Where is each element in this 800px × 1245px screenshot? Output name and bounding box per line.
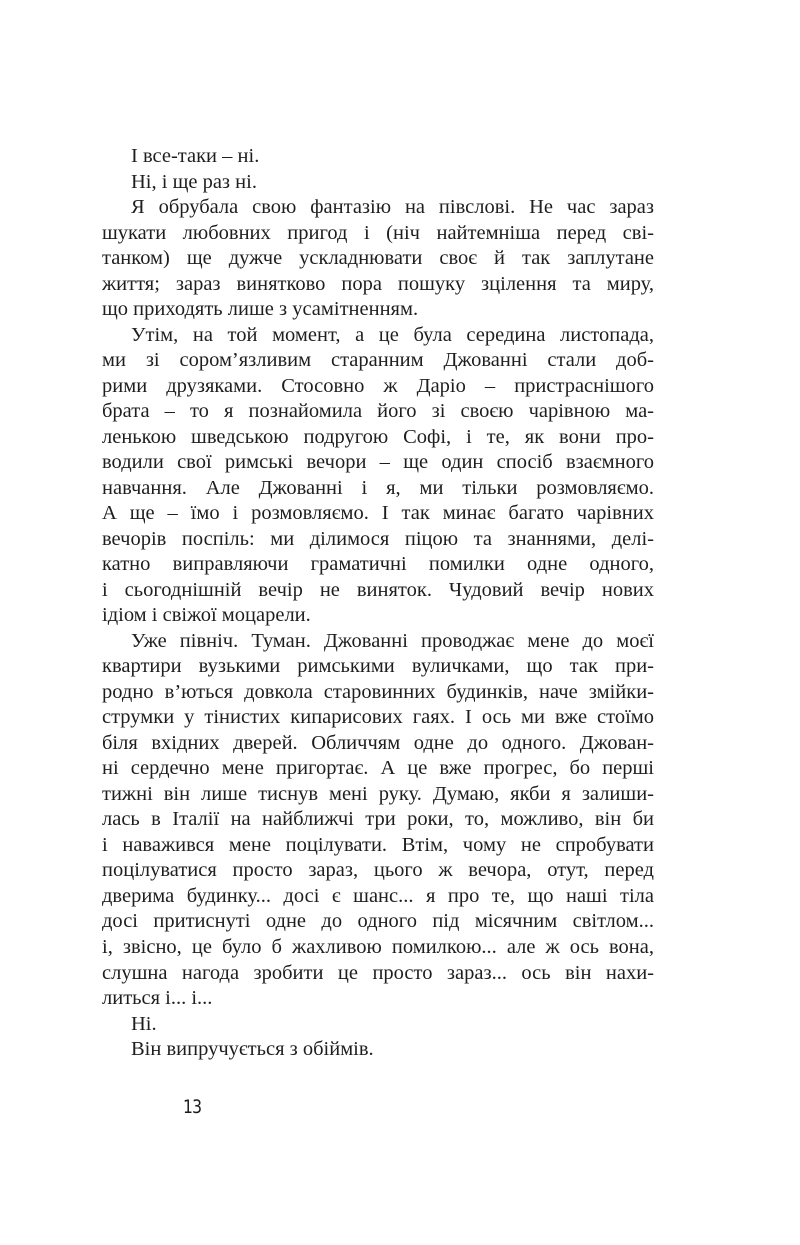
text-line: брата – то я познайомила його зі своєю чарівною ма- [102, 400, 654, 423]
text-line: рими друзяками. Стосовно ж Даріо – пристраснішого [102, 374, 654, 397]
text-line: вечорів поспіль: ми ділимося піцою та знаннями, делі- [102, 527, 654, 550]
text-line: і наважився мене поцілувати. Втім, чому не спробувати [102, 833, 654, 856]
paragraph [102, 195, 654, 323]
text-line: навчання. Але Джованні і я, ми тільки розмовляємо. [102, 476, 654, 499]
text-line: Уже північ. Туман. Джованні проводжає мене до моєї [131, 629, 654, 652]
text-line: лась в Італії на найближчі три роки, то, можливо, він би [102, 808, 654, 831]
text-line: водили свої римські вечори – ще один спосіб взаємного [102, 451, 654, 474]
text-line: біля вхідних дверей. Обличчям одне до одного. Джован- [102, 731, 654, 754]
text-line: тижні він лише тиснув мені руку. Думаю, якби я залиши- [102, 782, 654, 805]
text-line: І все-таки – ні. [131, 145, 260, 167]
paragraph [102, 629, 654, 1012]
text-line: слушна нагода зробити це просто зараз... ось він нахи- [102, 961, 654, 984]
text-line: катно виправляючи граматичні помилки одне одного, [102, 553, 654, 576]
text-line: і, звісно, це було б жахливою помилкою... але ж ось вона, [102, 935, 654, 958]
paragraph [102, 170, 654, 196]
text-line: танком) ще дужче ускладнювати своє й так заплутане [102, 247, 654, 270]
text-line: досі притиснуті одне до одного під місячним світлом... [102, 910, 654, 933]
text-line: шукати любовних пригод і (ніч найтемніша перед сві- [102, 221, 654, 244]
text-line: родно в’ються довкола старовинних будинків, наче змійки- [102, 680, 654, 703]
paragraph [102, 144, 654, 170]
text-line: поцілуватися просто зараз, цього ж вечора, отут, перед [102, 859, 654, 882]
book-page-body [102, 144, 654, 1063]
paragraph [102, 1012, 654, 1038]
text-line: квартири вузькими римськими вуличками, що так при- [102, 655, 654, 678]
text-line: і сьогоднішній вечір не виняток. Чудовий вечір нових [102, 578, 654, 601]
text-line: литься і... і... [102, 987, 213, 1010]
text-line: ми зі сором’язливим старанним Джованні стали доб- [102, 349, 654, 372]
text-line: Він випручується з обіймів. [131, 1038, 374, 1061]
text-line: ідіом і свіжої моцарели. [102, 604, 311, 627]
paragraph [102, 1037, 654, 1063]
paragraph [102, 323, 654, 629]
text-line: життя; зараз винятково пора пошуку зцілення та миру, [102, 272, 654, 295]
text-line: дверима будинку... досі є шанс... я про те, що наші тіла [102, 884, 654, 907]
page-number: 13 [183, 1096, 202, 1118]
text-line: ленькою шведською подругою Софі, і те, як вони про- [102, 425, 654, 448]
text-line: струмки у тінистих кипарисових гаях. І ось ми вже стоїмо [102, 706, 654, 729]
text-line: що приходять лише з усамітненням. [102, 298, 419, 321]
text-line: А ще – їмо і розмовляємо. І так минає багато чарівних [102, 502, 654, 525]
text-line: Ні. [131, 1012, 157, 1035]
text-line: Ні, і ще раз ні. [131, 170, 257, 193]
text-line: Утім, на той момент, а це була середина листопада, [131, 323, 654, 346]
text-line: Я обрубала свою фантазію на півслові. Не час зараз [131, 196, 654, 219]
text-line: ні сердечно мене пригортає. А це вже прогрес, бо перші [102, 757, 654, 780]
